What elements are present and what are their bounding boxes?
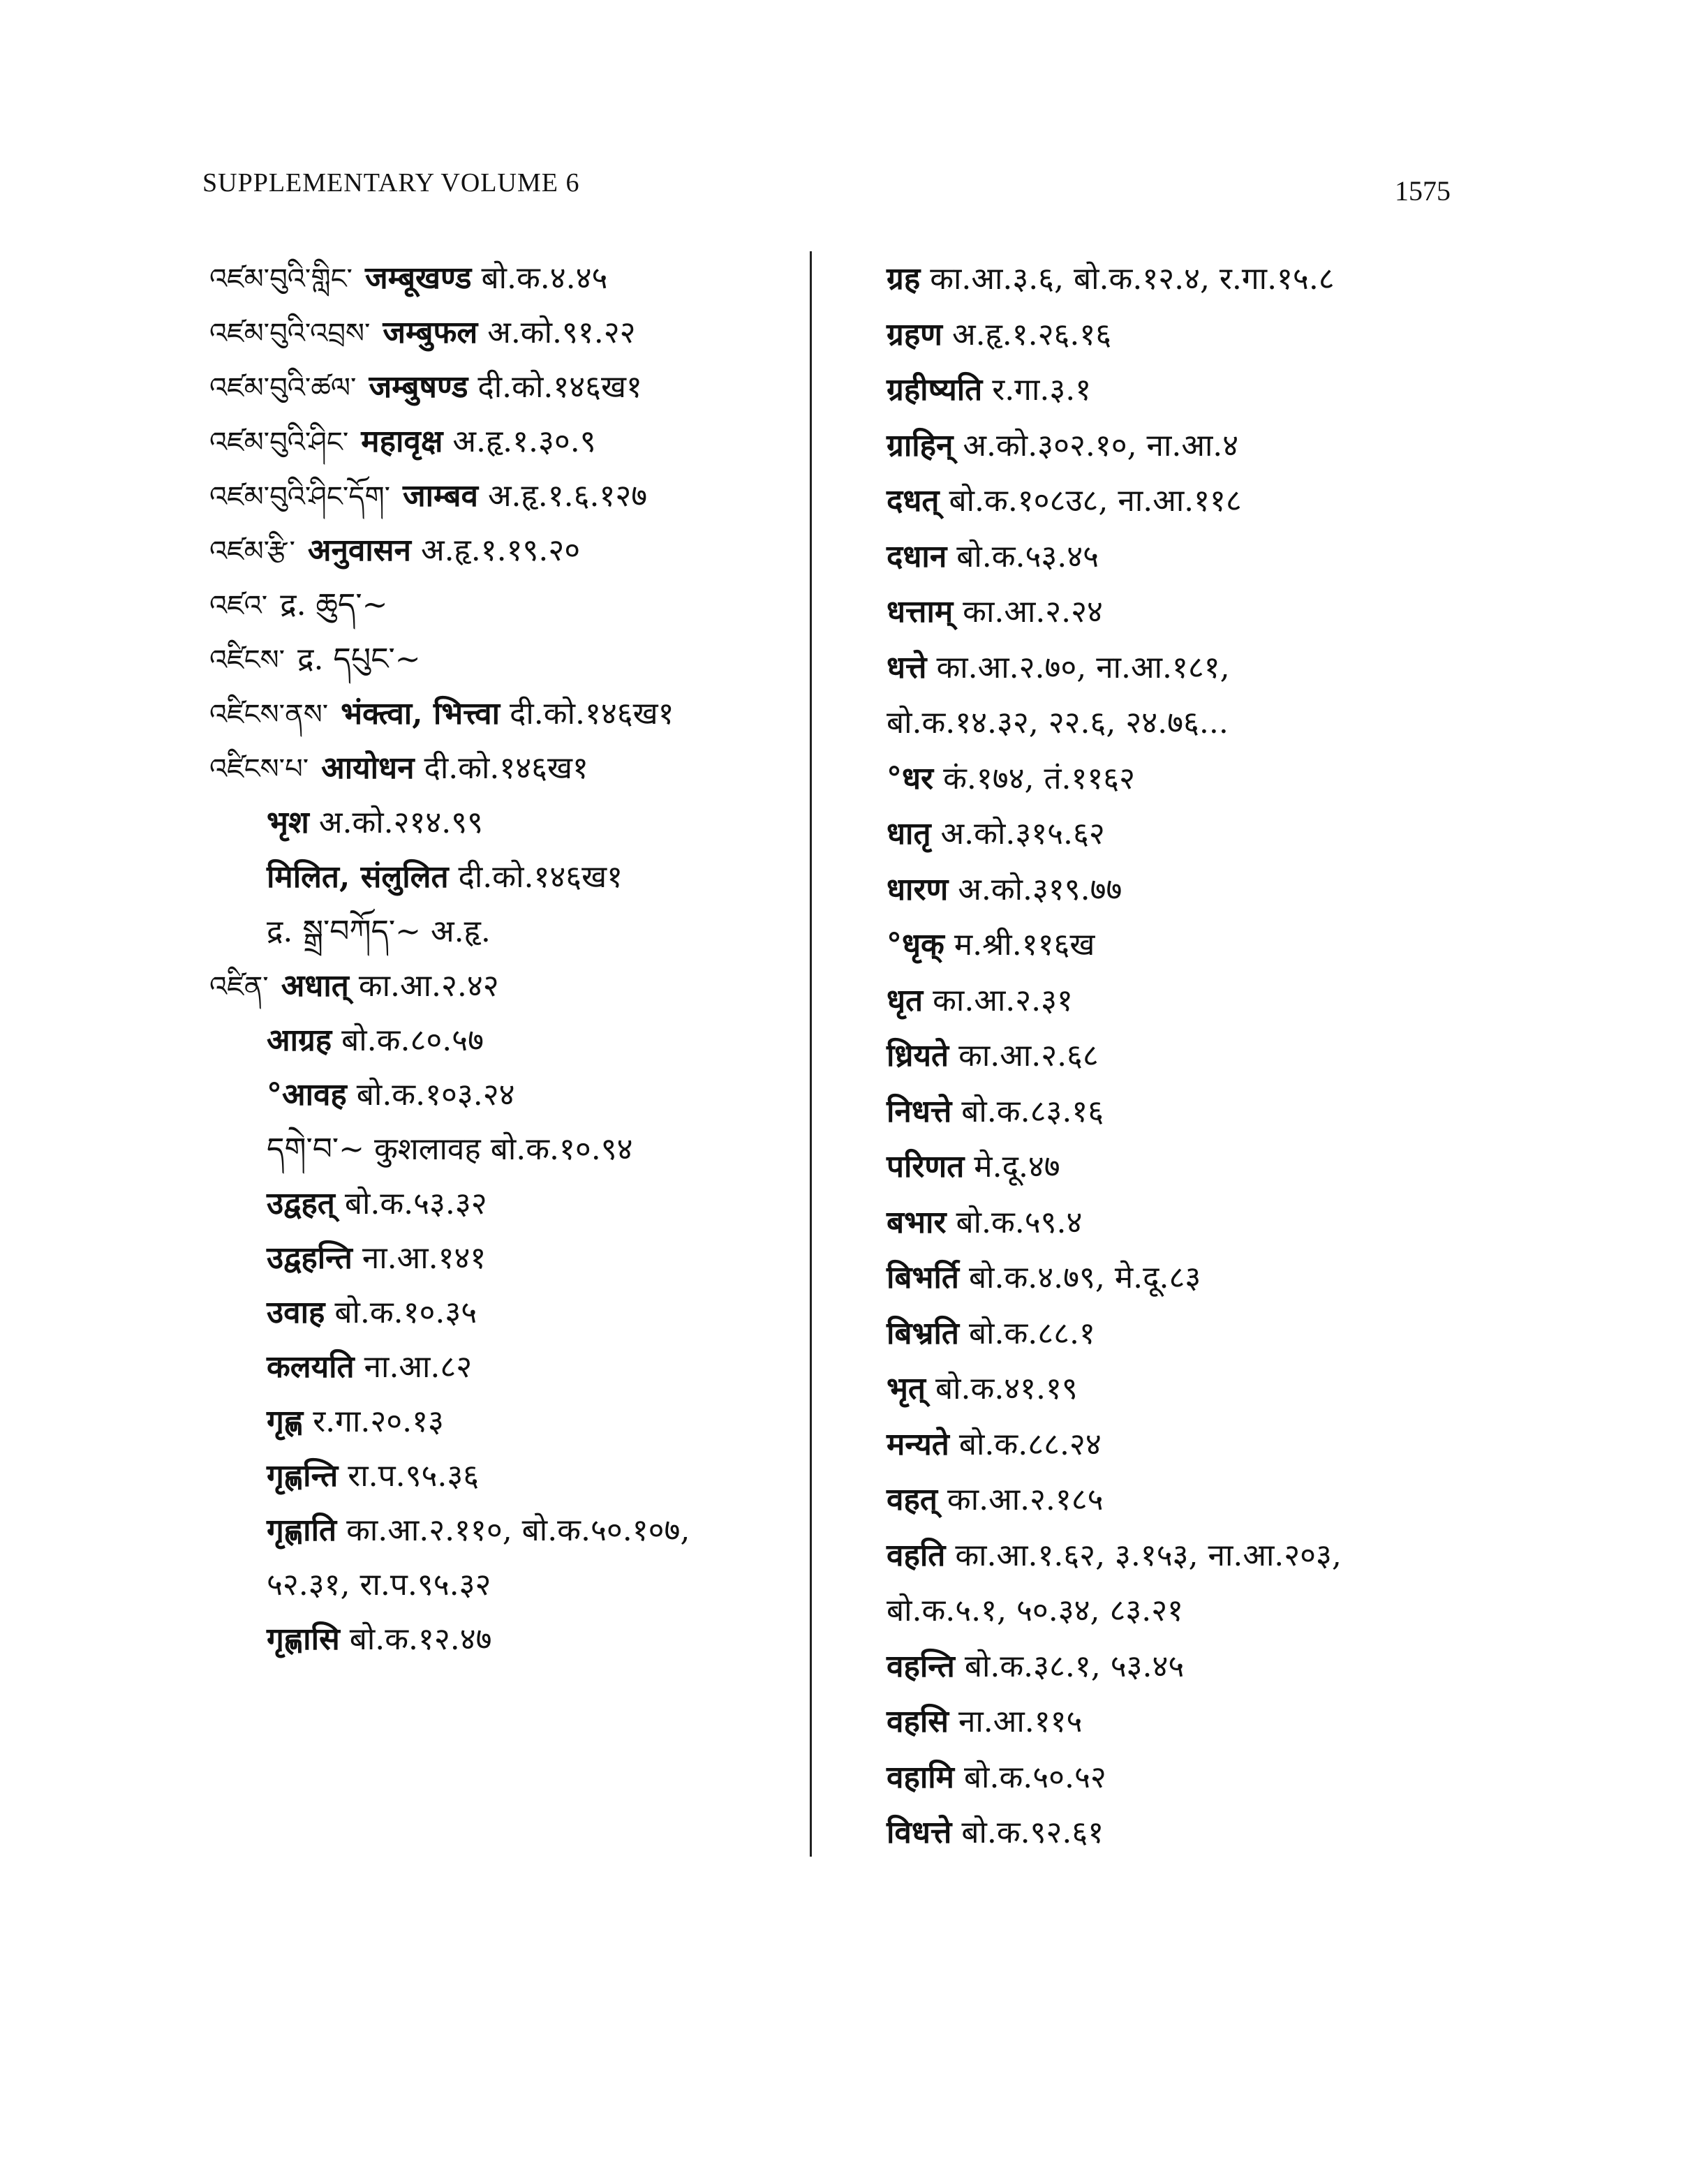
sanskrit-headword: भंक्त्वा, भित्त्वा <box>341 696 501 731</box>
entry-row <box>209 687 810 741</box>
reference: अ.हृ.१.२६.१६ <box>952 316 1112 352</box>
entry-row <box>209 1395 810 1449</box>
sanskrit-headword: धारण <box>887 871 949 907</box>
reference: अ.को.३१५.६२ <box>940 816 1105 852</box>
entry-row <box>209 578 810 632</box>
sanskrit-headword: धत्ताम् <box>887 594 954 630</box>
reference: बो.क.५.१, ५०.३४, ८३.२१ <box>887 1593 1183 1628</box>
entry-row <box>887 751 1487 807</box>
entry-row <box>209 905 810 959</box>
entry-row <box>887 1583 1487 1639</box>
entry-row <box>887 1195 1487 1251</box>
sanskrit-headword: वहत् <box>887 1482 937 1517</box>
sanskrit-headword: वहसि <box>887 1704 949 1739</box>
reference: ५२.३१, रा.प.९५.३२ <box>267 1567 491 1603</box>
reference: अ.को.२१४.९९ <box>318 805 484 840</box>
reference: बो.क.१४.३२, २२.६, २४.७६... <box>887 705 1229 741</box>
entry-row <box>887 1639 1487 1695</box>
entry-row <box>209 360 810 415</box>
entry-row <box>887 917 1487 973</box>
sanskrit-headword: °आवह <box>267 1077 347 1113</box>
sanskrit-headword: धत्ते <box>887 649 927 685</box>
reference: बो.क.३८.१, ५३.४५ <box>964 1648 1185 1684</box>
reference: दी.को.१४६ख१ <box>510 696 674 731</box>
reference: र.गा.२०.१३ <box>313 1404 444 1439</box>
sanskrit-headword: ध्रियते <box>887 1038 949 1074</box>
entry-row <box>887 1805 1487 1861</box>
right-column <box>887 251 1487 1861</box>
page-number: 1575 <box>1395 175 1451 207</box>
entry-row <box>209 850 810 905</box>
reference: दी.को.१४६ख१ <box>458 859 623 895</box>
entry-row <box>209 1612 810 1667</box>
reference: का.आ.२.७०, ना.आ.१८१, <box>936 649 1230 685</box>
sanskrit-headword: °धर <box>887 760 934 796</box>
reference: अ.हृ.१.३०.९ <box>452 424 596 459</box>
entry-row <box>887 640 1487 696</box>
entry-row <box>887 973 1487 1029</box>
sanskrit-headword: जम्बूखण्ड <box>364 260 472 296</box>
entry-row <box>887 1361 1487 1417</box>
reference: कं.१७४, तं.११६२ <box>943 760 1136 796</box>
reference: अ.हृ.१.१९.२० <box>420 533 581 568</box>
sanskrit-headword: अनुवासन <box>307 533 411 568</box>
entry-row <box>887 1084 1487 1140</box>
reference: དགེ་བ་~ कुशलावह बो.क.१०.९४ <box>267 1131 633 1167</box>
sanskrit-headword: गृह्णाति <box>267 1513 337 1548</box>
sanskrit-headword: वहामि <box>887 1759 954 1795</box>
tibetan-term: འཛམ་བུའི་ཚལ་ <box>209 372 357 404</box>
reference: म.श्री.११६ख <box>954 927 1095 963</box>
tibetan-term: འཛམ་བུའི་འབྲས་ <box>209 318 371 350</box>
reference: बो.क.८०.५७ <box>341 1023 484 1058</box>
tibetan-term: འཛིངས་ནས་ <box>209 699 329 731</box>
sanskrit-headword: आयोधन <box>321 750 415 786</box>
tibetan-term: འཛིན་ <box>209 971 269 1003</box>
entry-row <box>209 632 810 687</box>
left-column <box>209 251 810 1667</box>
entry-row <box>887 1528 1487 1584</box>
sanskrit-headword: °धृक् <box>887 927 944 963</box>
reference: बो.क.८३.१६ <box>961 1093 1104 1129</box>
entry-row <box>887 695 1487 751</box>
sanskrit-headword: उवाह <box>267 1295 325 1330</box>
entry-row <box>209 1286 810 1340</box>
entry-row <box>887 1028 1487 1084</box>
sanskrit-headword: मन्यते <box>887 1426 949 1462</box>
entry-row <box>209 469 810 523</box>
reference: अ.को.३०२.१०, ना.आ.४ <box>963 427 1239 463</box>
sanskrit-headword: दधान <box>887 538 947 574</box>
sanskrit-headword: ग्राहिन् <box>887 427 954 463</box>
sanskrit-headword: महावृक्ष <box>361 424 443 459</box>
sanskrit-headword: बिभर्ति <box>887 1260 959 1295</box>
entry-row <box>887 806 1487 862</box>
reference: अ.को.३१९.७७ <box>958 871 1122 907</box>
reference: का.आ.२.१८५ <box>947 1482 1104 1517</box>
entry-row <box>887 584 1487 640</box>
tibetan-term: འཛམ་རྩི་ <box>209 535 295 567</box>
reference: बो.क.४.७९, मे.दू.८३ <box>968 1260 1201 1295</box>
reference: का.आ.२.६८ <box>958 1038 1099 1074</box>
entry-row <box>209 1177 810 1231</box>
tibetan-term: འཛམ་བུའི་གླིང་ <box>209 263 353 295</box>
reference: अ.हृ.१.६.१२७ <box>487 478 648 514</box>
entry-row <box>209 523 810 578</box>
reference: र.गा.३.१ <box>992 372 1092 408</box>
entry-row <box>209 306 810 360</box>
reference: का.आ.३.६, बो.क.१२.४, र.गा.१५.८ <box>930 261 1335 297</box>
sanskrit-headword: ग्रहण <box>887 316 942 352</box>
sanskrit-headword: गृह्णन्ति <box>267 1458 339 1494</box>
entry-row <box>887 1250 1487 1306</box>
reference: का.आ.१.६२, ३.१५३, ना.आ.२०३, <box>955 1537 1342 1573</box>
reference: ना.आ.११५ <box>958 1704 1083 1739</box>
reference: दी.को.१४६ख१ <box>424 750 588 786</box>
tibetan-term: འཛིངས་ <box>209 644 286 676</box>
sanskrit-headword: बभार <box>887 1204 947 1240</box>
reference: अ.को.९१.२२ <box>487 315 636 350</box>
sanskrit-headword: वहन्ति <box>887 1648 955 1684</box>
tibetan-term: འཛམ་བུའི་ཤིང་ <box>209 426 349 459</box>
tibetan-term: འཛམ་བུའི་ཤིང་དོག་ <box>209 481 390 513</box>
sanskrit-headword: वहति <box>887 1537 946 1573</box>
reference: बो.क.५०.५२ <box>963 1759 1106 1795</box>
sanskrit-headword: दधत् <box>887 483 940 519</box>
reference: रा.प.९५.३६ <box>348 1458 480 1494</box>
entry-row <box>209 796 810 850</box>
sanskrit-headword: आग्रह <box>267 1023 332 1058</box>
reference: बो.क.१०८उ८, ना.आ.११८ <box>949 483 1242 519</box>
reference: बो.क.५९.४ <box>956 1204 1083 1240</box>
entry-row <box>209 251 810 306</box>
entry-row <box>209 1068 810 1122</box>
reference: बो.क.१२.४७ <box>349 1621 492 1657</box>
entry-row <box>209 741 810 796</box>
reference: बो.क.८८.२४ <box>958 1426 1102 1462</box>
tibetan-term: འཛིངས་པ་ <box>209 753 309 785</box>
reference: द्र. ཆུད་~ <box>280 587 388 623</box>
sanskrit-headword: ग्रह <box>887 261 921 297</box>
tibetan-term: འཛའ་ <box>209 590 268 622</box>
sanskrit-headword: मिलित, संलुलित <box>267 859 449 895</box>
sanskrit-headword: जम्बुफल <box>383 315 478 350</box>
entry-row <box>887 529 1487 585</box>
sanskrit-headword: जम्बुषण्ड <box>369 369 468 405</box>
entry-row <box>209 1340 810 1395</box>
reference: बो.क.४१.१९ <box>935 1371 1078 1406</box>
sanskrit-headword: भृश <box>267 805 309 840</box>
entry-row <box>209 959 810 1013</box>
entry-row <box>887 418 1487 474</box>
entry-row <box>887 362 1487 418</box>
reference: बो.क.५३.४५ <box>956 538 1099 574</box>
reference: का.आ.२.४२ <box>358 968 499 1004</box>
entry-row <box>209 1013 810 1068</box>
sanskrit-headword: परिणत <box>887 1149 965 1184</box>
sanskrit-headword: गृह्ण <box>267 1404 304 1439</box>
entry-row <box>209 1122 810 1177</box>
sanskrit-headword: धृत <box>887 982 924 1018</box>
sanskrit-headword: गृह्णासि <box>267 1621 340 1657</box>
entry-row <box>209 1231 810 1286</box>
entry-row <box>887 1472 1487 1528</box>
entry-row <box>887 1750 1487 1806</box>
sanskrit-headword: विधत्ते <box>887 1815 952 1850</box>
reference: ना.आ.१४१ <box>362 1240 487 1276</box>
sanskrit-headword: उद्वहत् <box>267 1186 335 1221</box>
reference: दी.को.१४६ख१ <box>477 369 642 405</box>
reference: का.आ.२.११०, बो.क.५०.१०७, <box>346 1513 690 1548</box>
column-divider <box>810 251 812 1857</box>
sanskrit-headword: ग्रहीष्यति <box>887 372 983 408</box>
reference: बो.क.८८.१ <box>968 1315 1095 1351</box>
entry-row <box>887 1694 1487 1750</box>
sanskrit-headword: निधत्ते <box>887 1093 952 1129</box>
reference: मे.दू.४७ <box>974 1149 1060 1184</box>
reference: बो.क.१०.३५ <box>334 1295 477 1330</box>
entry-row <box>209 1558 810 1612</box>
reference: द्र. སྒྲ་བཀོད་~ अ.हृ. <box>267 914 491 949</box>
entry-row <box>887 1139 1487 1195</box>
sanskrit-headword: भृत् <box>887 1371 926 1406</box>
entry-row <box>209 1449 810 1503</box>
reference: बो.क.१०३.२४ <box>356 1077 515 1113</box>
entry-row <box>887 307 1487 363</box>
entry-row <box>209 1503 810 1558</box>
sanskrit-headword: बिभ्रति <box>887 1315 959 1351</box>
reference: बो.क.९२.६१ <box>961 1815 1104 1850</box>
sanskrit-headword: कलयति <box>267 1349 355 1385</box>
entry-row <box>887 1306 1487 1362</box>
reference: ना.आ.८२ <box>364 1349 473 1385</box>
sanskrit-headword: धातृ <box>887 816 931 852</box>
entry-row <box>887 473 1487 529</box>
sanskrit-headword: जाम्बव <box>403 478 478 514</box>
reference: का.आ.२.२४ <box>963 594 1103 630</box>
entry-row <box>209 415 810 469</box>
entry-row <box>887 1417 1487 1473</box>
sanskrit-headword: अधात् <box>281 968 349 1004</box>
running-head: SUPPLEMENTARY VOLUME 6 <box>202 168 580 198</box>
reference: का.आ.२.३१ <box>933 982 1073 1018</box>
sanskrit-headword: उद्वहन्ति <box>267 1240 353 1276</box>
reference: द्र. དཔུང་~ <box>297 641 421 677</box>
entry-row <box>887 251 1487 307</box>
reference: बो.क.५३.३२ <box>344 1186 487 1221</box>
reference: बो.क.४.४५ <box>481 260 608 296</box>
entry-row <box>887 862 1487 918</box>
